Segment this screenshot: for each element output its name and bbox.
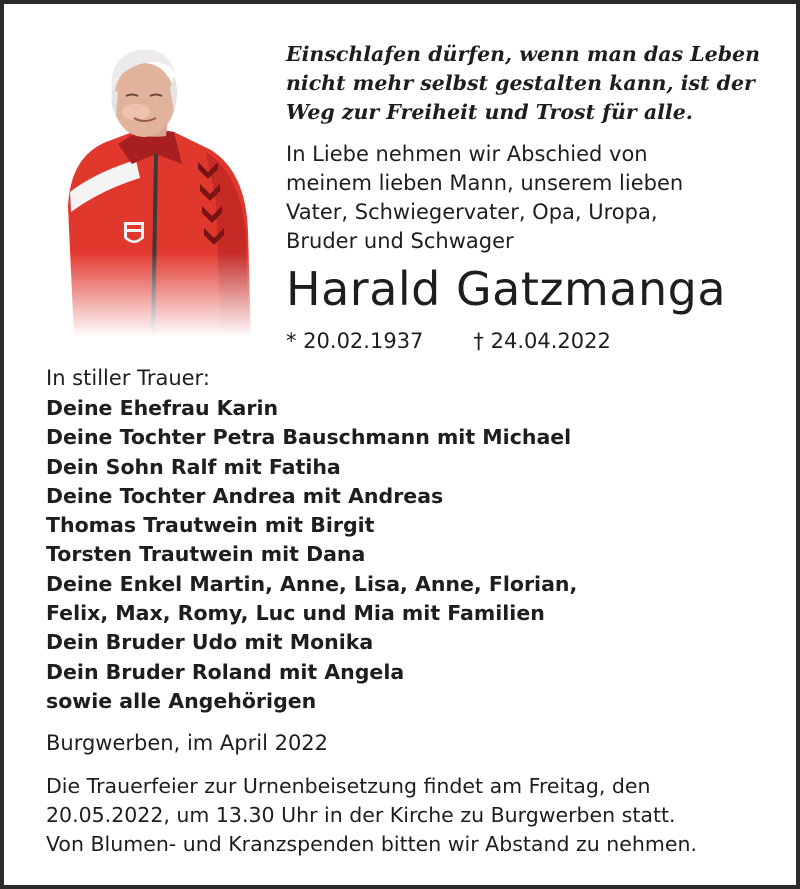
mourner: Deine Ehefrau Karin [46,396,279,420]
mourner: Torsten Trautwein mit Dana [46,542,366,567]
mourner: Deine Tochter Andrea mit Andreas [46,483,444,508]
funeral-info [46,772,786,859]
mourning-intro: In stiller Trauer: [46,366,210,390]
funeral-line: Die Trauerfeier zur Urnenbeisetzung findet am Freitag, den [46,774,651,798]
mourner: Dein Bruder Roland mit Angela [46,659,405,684]
portrait-photo [56,32,256,337]
funeral-line: 20.05.2022, um 13.30 Uhr in der Kirche zu Burgwerben statt. [46,803,676,827]
intro-line: meinem lieben Mann, unserem lieben [286,171,684,195]
intro-line: Bruder und Schwager [286,229,514,253]
deceased-name: Harald Gatzmanga [286,262,727,316]
mourner: Deine Enkel Martin, Anne, Lisa, Anne, Florian, [46,571,578,596]
mourner: Thomas Trautwein mit Birgit [46,513,375,538]
mourner: sowie alle Angehörigen [46,688,317,713]
place-date: Burgwerben, im April 2022 [46,731,329,755]
quote-line: Einschlafen dürfen, wenn man das Leben [286,42,760,66]
obituary-notice [4,4,796,885]
quote-line: Weg zur Freiheit und Trost für alle. [286,100,693,124]
funeral-line: Von Blumen- und Kranzspenden bitten wir Abstand zu nehmen. [46,832,697,856]
mourner: Felix, Max, Romy, Luc und Mia mit Familien [46,601,545,626]
mourner: Dein Sohn Ralf mit Fatiha [46,454,341,479]
birth-date: * 20.02.1937 [286,329,424,353]
quote-line: nicht mehr selbst gestalten kann, ist der [286,71,755,95]
intro-line: Vater, Schwiegervater, Opa, Uropa, [286,200,658,224]
mourners-list [46,394,786,716]
mourner: Dein Bruder Udo mit Monika [46,630,374,655]
quote [286,40,786,127]
life-dates [286,326,611,356]
farewell-intro [286,140,786,256]
intro-line: In Liebe nehmen wir Abschied von [286,142,648,166]
death-date: † 24.04.2022 [473,329,611,353]
mourner: Deine Tochter Petra Bauschmann mit Michael [46,425,572,450]
